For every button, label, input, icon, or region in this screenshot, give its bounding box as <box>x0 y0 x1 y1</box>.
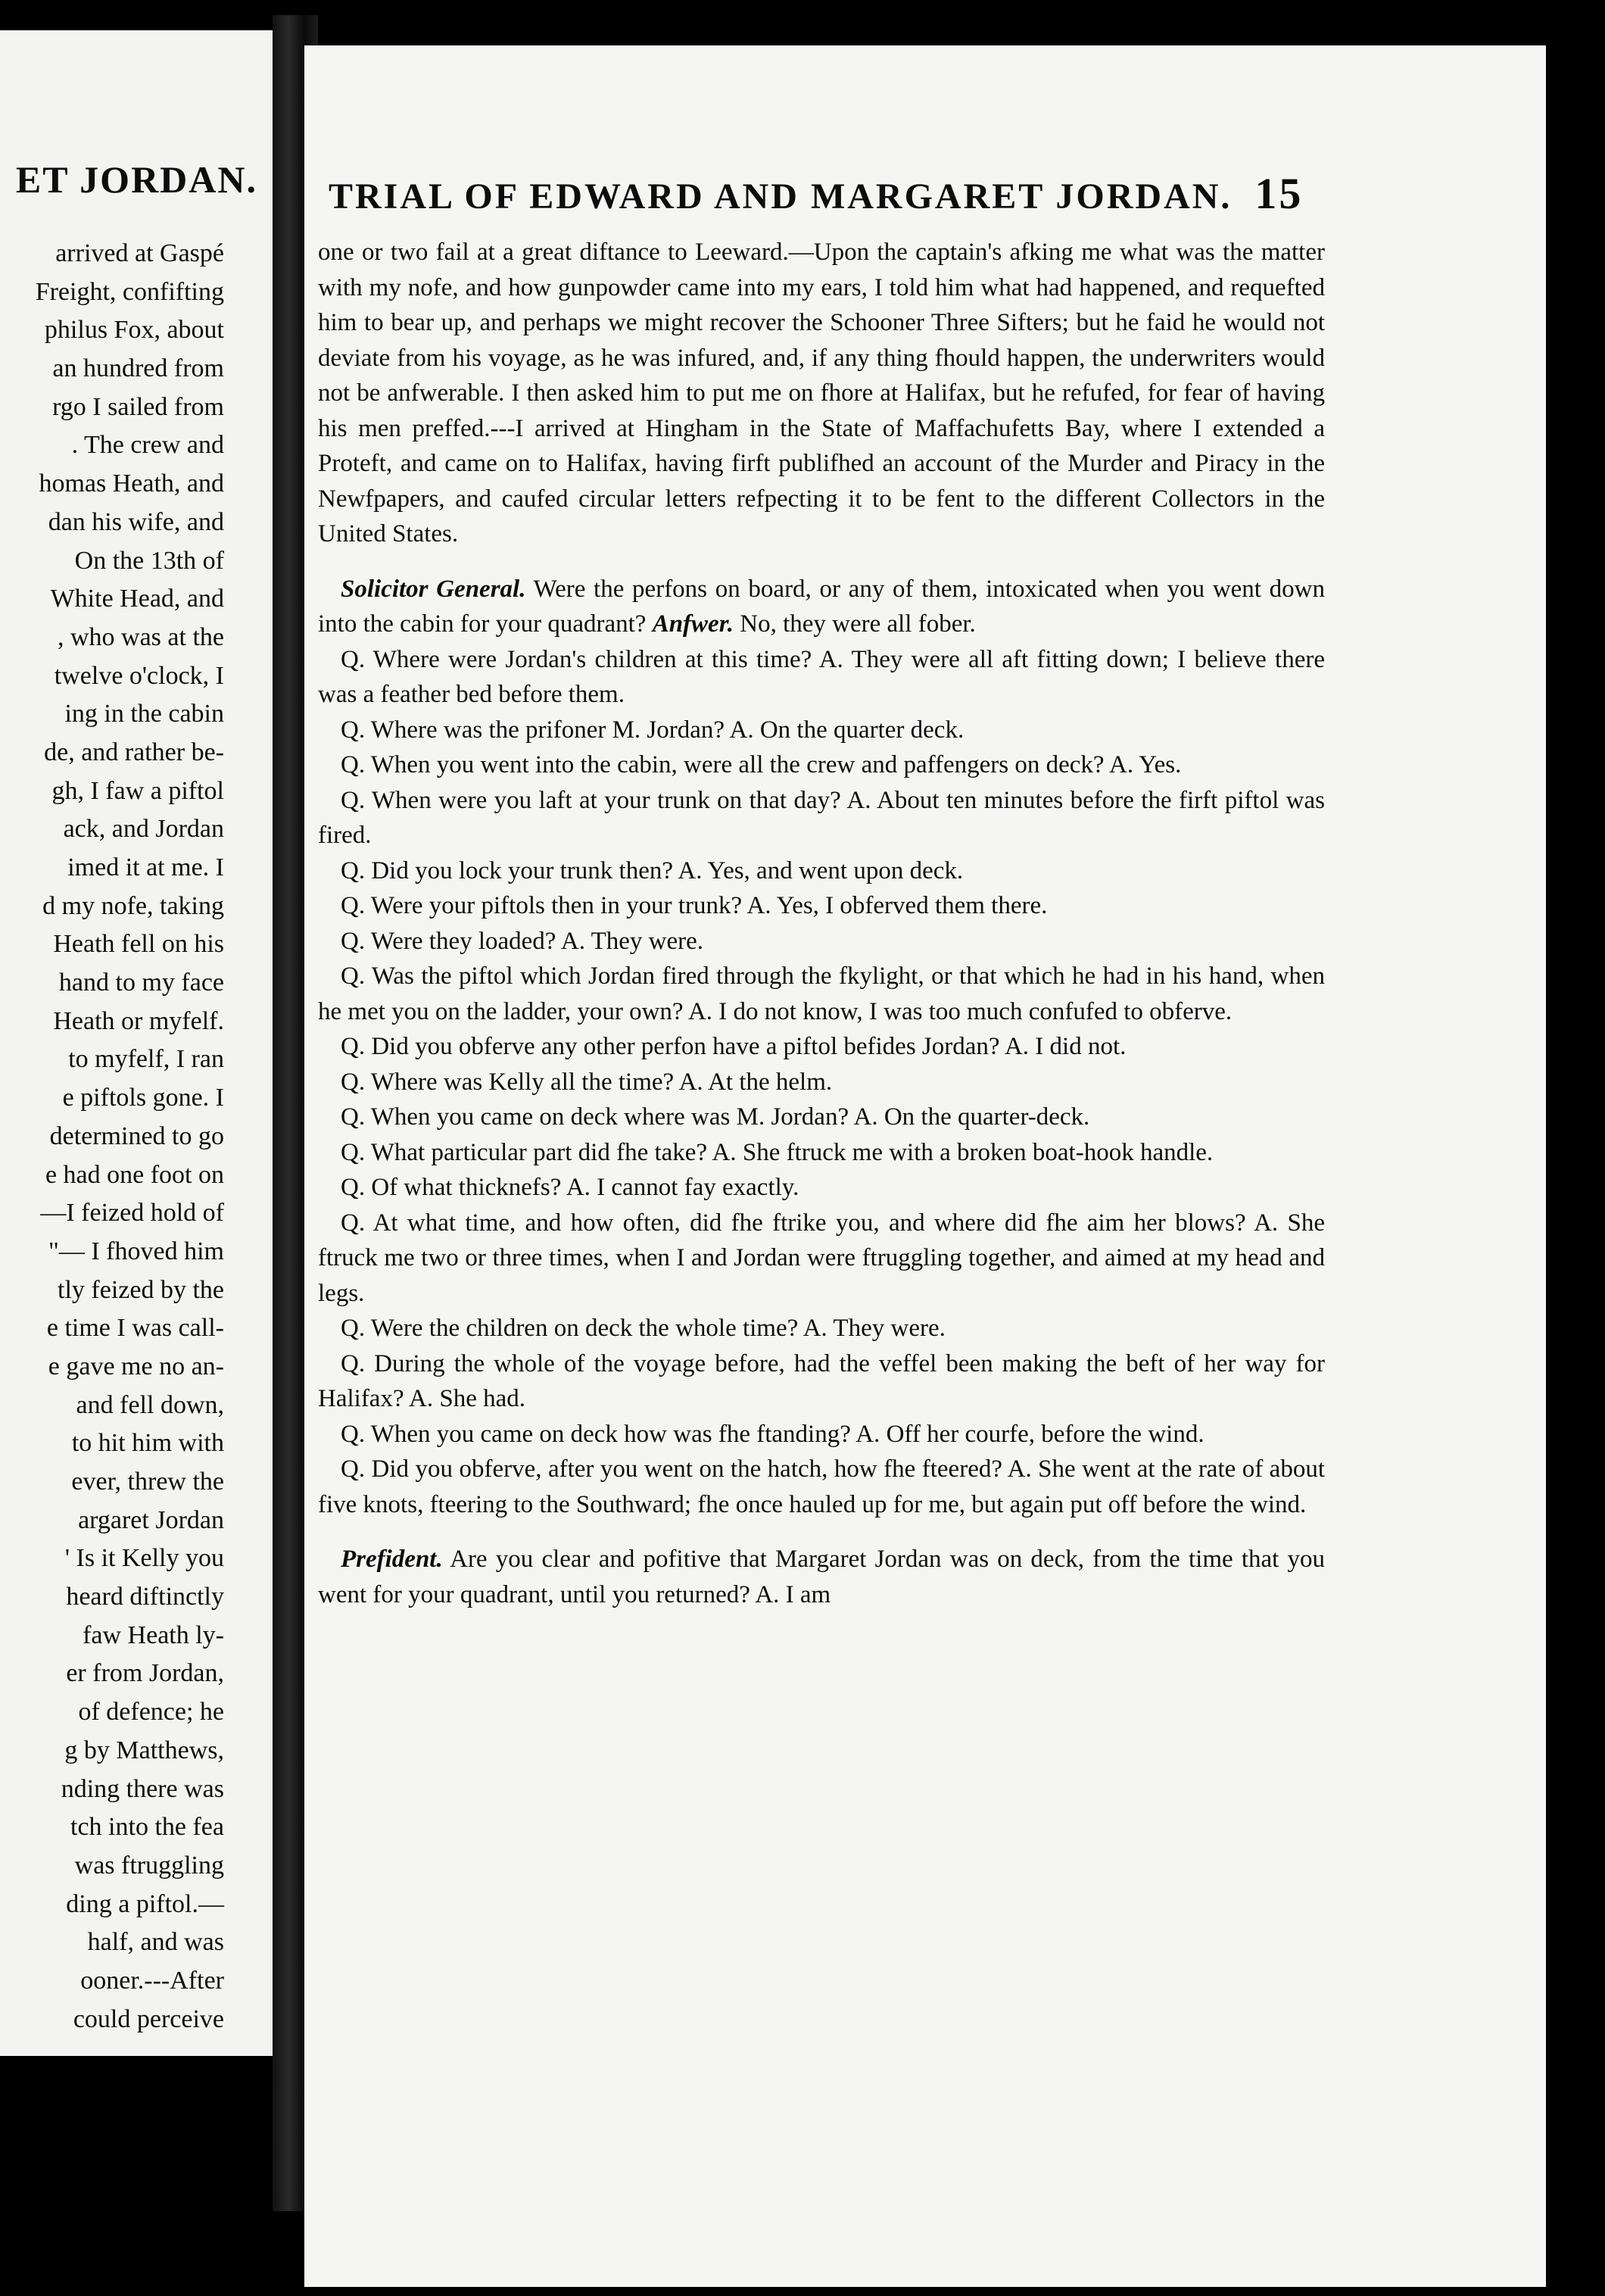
answer-text: No, they were all fober. <box>740 610 976 638</box>
qa-line: Q. Did you obferve any other perfon have a piftol befides Jordan? A. I did not. <box>341 1033 1127 1060</box>
left-page-line: e time I was call- <box>46 1314 224 1343</box>
left-page-line: tch into the fea <box>70 1813 224 1842</box>
left-page-line: d my nofe, taking <box>42 891 224 920</box>
president-exchange <box>318 1542 1325 1612</box>
left-page-line: g by Matthews, <box>64 1736 224 1764</box>
left-page-line: could perceive <box>73 2004 224 2033</box>
left-page-line: tly feized by the <box>58 1275 224 1304</box>
qa-line: Q. Did you obferve, after you went on the hatch, how fhe fteered? A. She went at the rate of about five knots, fteering to the Southward; fhe once hauled up for me, but again put off before the wind. <box>318 1455 1325 1518</box>
qa-line: Q. Where were Jordan's children at this time? A. They were all aft fitting down; I believe there was a feather bed before them. <box>318 645 1325 708</box>
left-page-line: er from Jordan, <box>66 1659 224 1688</box>
qa-line: Q. Were they loaded? A. They were. <box>341 927 704 955</box>
left-page-line: faw Heath ly- <box>83 1621 224 1649</box>
running-header-title: TRIAL OF EDWARD AND MARGARET JORDAN. <box>329 176 1233 217</box>
qa-line: Q. When you came on deck where was M. Jordan? A. On the quarter-deck. <box>341 1103 1090 1131</box>
left-page-line: ack, and Jordan <box>63 815 224 844</box>
qa-line: Q. Of what thicknefs? A. I cannot fay exactly. <box>341 1174 799 1201</box>
qa-line: Q. Did you lock your trunk then? A. Yes, and went upon deck. <box>341 856 964 884</box>
left-page-line: nding there was <box>61 1774 224 1803</box>
qa-line: Q. When you went into the cabin, were all the crew and paffengers on deck? A. Yes. <box>341 751 1182 778</box>
left-page-line: Freight, confifting <box>35 277 224 306</box>
left-page-line: de, and rather be- <box>44 738 224 766</box>
qa-line: Q. What particular part did fhe take? A. She ftruck me with a broken boat-hook handle. <box>341 1138 1214 1166</box>
left-page-line: On the 13th of <box>74 546 224 575</box>
qa-line: Q. When you came on deck how was fhe ftanding? A. Off her courfe, before the wind. <box>341 1420 1205 1448</box>
right-page <box>304 45 1546 2287</box>
speaker-label: Prefident. <box>341 1546 443 1573</box>
left-page-line: of defence; he <box>78 1698 224 1727</box>
left-page-line: was ftruggling <box>74 1851 224 1880</box>
running-header <box>329 168 1494 219</box>
left-page-line: heard diftinctly <box>66 1583 224 1611</box>
left-page-line: determined to go <box>49 1121 224 1150</box>
left-page-line: hand to my face <box>58 969 224 997</box>
left-page-line: philus Fox, about <box>44 316 224 345</box>
left-page-line: an hundred from <box>52 354 224 383</box>
left-page-line: "— I fhoved him <box>48 1237 224 1265</box>
left-page-line: Heath fell on his <box>53 930 224 959</box>
qa-line: Q. Where was the prifoner M. Jordan? A. On the quarter deck. <box>341 716 965 744</box>
left-page-line: —I feized hold of <box>40 1199 224 1228</box>
left-page-line: dan his wife, and <box>48 507 224 536</box>
left-page-line: Heath or myfelf. <box>53 1006 224 1035</box>
left-page-line: e had one foot on <box>45 1160 224 1189</box>
left-page-line: ooner.---After <box>80 1966 224 1995</box>
left-page-line: arrived at Gaspé <box>55 239 224 267</box>
left-page-text-column <box>0 235 224 2039</box>
left-page-line: . The crew and <box>71 431 224 460</box>
answer-label: Anfwer. <box>652 610 734 638</box>
narrative-paragraph: one or two fail at a great diftance to Leeward.—Upon the captain's afking me what was the matter with my nofe, and how gunpowder came into my ears, I told him what had happened, and requefted him to bear up, and perhaps we might recover the Schooner Three Sifters; but he faid he would not deviate from his voyage, as he was infured, and, if any thing fhould happen, the underwriters would not be anfwerable. I then asked him to put me on fhore at Halifax, but he refufed, for fear of having his men preffed.---I arrived at Hingham in the State of Maffachufetts Bay, where I extended a Proteft, and came on to Halifax, having firft publifhed an account of the Murder and Piracy in the Newfpapers, and caufed circular letters refpecting it to be fent to the different Collectors in the United States. <box>318 239 1325 547</box>
left-page-line: half, and was <box>87 1928 224 1957</box>
left-page-line: twelve o'clock, I <box>54 661 224 690</box>
left-page-line: ' Is it Kelly you <box>64 1544 224 1573</box>
left-page-line: e piftols gone. I <box>62 1084 224 1112</box>
left-page-line: imed it at me. I <box>67 853 224 881</box>
left-page-line: gh, I faw a piftol <box>51 776 224 805</box>
page-body <box>318 235 1325 1612</box>
qa-line: Q. Were the children on deck the whole time? A. They were. <box>341 1315 946 1342</box>
page-number: 15 <box>1254 169 1304 218</box>
left-page-line: ing in the cabin <box>64 700 224 728</box>
qa-line: Q. Was the piftol which Jordan fired through the fkylight, or that which he had in his hand, when he met you on the ladder, your own? A. I do not know, I was too much confufed to obferve. <box>318 962 1325 1025</box>
left-page-line: homas Heath, and <box>39 469 224 498</box>
left-page-line: White Head, and <box>50 585 224 613</box>
qa-line: Q. At what time, and how often, did fhe ftrike you, and where did fhe aim her blows? A. She ftruck me two or three times, when I and Jordan were ftruggling together, and aimed at my head and legs. <box>318 1209 1325 1307</box>
left-page-line: e gave me no an- <box>48 1352 224 1380</box>
left-page <box>0 30 273 2056</box>
left-page-line: ding a piftol.— <box>66 1889 224 1918</box>
question-text: Were the perfons on board, or any of them, intoxicated when you went down into the cabin for your quadrant? <box>318 575 1325 638</box>
left-page-line: argaret Jordan <box>78 1505 224 1534</box>
left-page-line: ever, threw the <box>71 1468 224 1496</box>
qa-line: Q. When were you laft at your trunk on that day? A. About ten minutes before the firft piftol was fired. <box>318 786 1325 849</box>
left-page-line: and fell down, <box>76 1390 224 1419</box>
left-page-line: rgo I sailed from <box>52 392 224 421</box>
president-question-text: Are you clear and pofitive that Margaret Jordan was on deck, from the time that you went for your quadrant, until you returned? A. I am <box>318 1546 1325 1608</box>
left-page-running-header: ET JORDAN. <box>15 158 257 201</box>
left-page-line: , who was at the <box>57 622 224 651</box>
left-page-line: to hit him with <box>71 1429 224 1458</box>
qa-line: Q. Were your piftols then in your trunk? A. Yes, I obferved them there. <box>341 892 1048 919</box>
solicitor-general-exchange <box>318 572 1325 642</box>
speaker-label: Solicitor General. <box>341 575 526 603</box>
left-page-line: to myfelf, I ran <box>68 1045 224 1074</box>
qa-line: Q. Where was Kelly all the time? A. At the helm. <box>341 1068 833 1096</box>
qa-line: Q. During the whole of the voyage before, had the veffel been making the beft of her way for Halifax? A. She had. <box>318 1349 1325 1412</box>
question-answer-list <box>318 642 1325 1523</box>
